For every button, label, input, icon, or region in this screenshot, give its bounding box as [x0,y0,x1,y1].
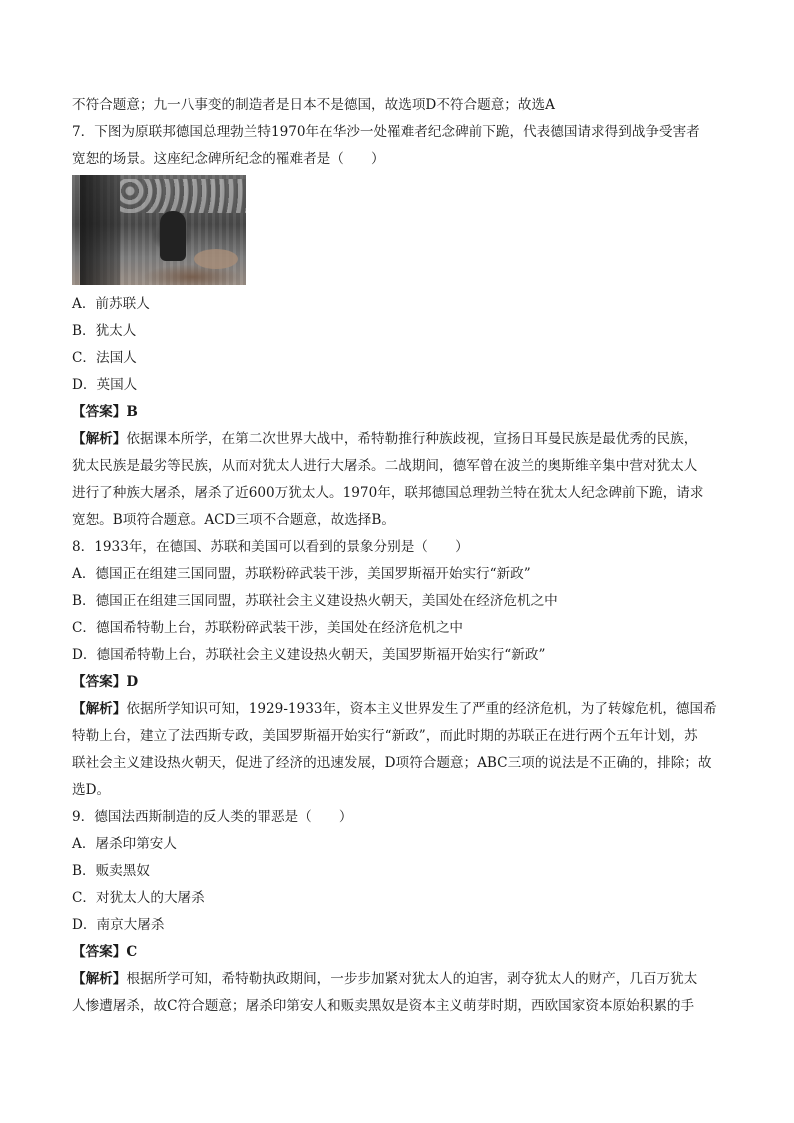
q8-option-a: A．德国正在组建三国同盟，苏联粉碎武装干涉，美国罗斯福开始实行“新政” [72,566,531,582]
q7-option-a: A．前苏联人 [72,296,150,312]
q9-option-c: C．对犹太人的大屠杀 [72,890,205,906]
q8-explanation-2: 特勒上台，建立了法西斯专政，美国罗斯福开始实行“新政”，而此时期的苏联正在进行两个五年计划，苏 [72,728,698,744]
q7-answer: 【答案】B [72,404,138,420]
q7-explanation-1 [72,426,724,453]
question-7-stem-cont: 宽恕的场景。这座纪念碑所纪念的罹难者是（ ） [72,151,385,167]
brandt-kneeling-photo [72,175,246,285]
q9-answer: 【答案】C [72,944,138,960]
question-9-stem: 9．德国法西斯制造的反人类的罪恶是（ ） [72,809,353,825]
explanation-tag: 【解析】 [72,971,127,987]
q7-explanation-3: 进行了种族大屠杀，屠杀了近600万犹太人。1970年，联邦德国总理勃兰特在犹太人纪念碑前下跪，请求 [72,485,704,501]
q9-explanation-2: 人惨遭屠杀，故C符合题意；屠杀印第安人和贩卖黑奴是资本主义萌芽时期，西欧国家资本原始积累的手 [72,998,695,1014]
wreath-shape [194,249,238,269]
shadow-shape [80,175,120,285]
explanation-text: 依据所学知识可知，1929-1933年，资本主义世界发生了严重的经济危机，为了转嫁危机，德国希 [126,701,717,717]
q8-option-c: C．德国希特勒上台，苏联粉碎武装干涉，美国处在经济危机之中 [72,620,464,636]
q7-option-b: B．犹太人 [72,323,137,339]
q8-option-b: B．德国正在组建三国同盟，苏联社会主义建设热火朝天，美国处在经济危机之中 [72,593,558,609]
crowd-shape [120,179,246,213]
document-page [72,92,724,1020]
text-line: 不符合题意；九一八事变的制造者是日本不是德国，故选项D不符合题意；故选A [72,97,555,113]
explanation-text: 根据所学可知，希特勒执政期间，一步步加紧对犹太人的迫害，剥夺犹太人的财产，几百万犹太 [126,971,698,987]
explanation-text: 依据课本所学，在第二次世界大战中，希特勒推行种族歧视，宣扬日耳曼民族是最优秀的民族， [126,431,698,447]
q8-answer: 【答案】D [72,674,139,690]
question-7-stem: 7．下图为原联邦德国总理勃兰特1970年在华沙一处罹难者纪念碑前下跪，代表德国请求得到战争受害者 [72,124,700,140]
kneeling-figure-shape [160,211,186,261]
q9-option-b: B．贩卖黑奴 [72,863,150,879]
q7-explanation-4: 宽恕。B项符合题意。ACD三项不合题意，故选择B。 [72,512,395,528]
q9-option-d: D．南京大屠杀 [72,917,165,933]
q8-explanation-4: 选D。 [72,782,111,798]
q7-option-c: C．法国人 [72,350,137,366]
question-8-stem: 8．1933年，在德国、苏联和美国可以看到的景象分别是（ ） [72,539,469,555]
explanation-tag: 【解析】 [72,431,127,447]
explanation-tag: 【解析】 [72,701,127,717]
q9-option-a: A．屠杀印第安人 [72,836,177,852]
q7-explanation-2: 犹太民族是最劣等民族，从而对犹太人进行大屠杀。二战期间，德军曾在波兰的奥斯维辛集中营对犹太人 [72,458,698,474]
q8-option-d: D．德国希特勒上台，苏联社会主义建设热火朝天，美国罗斯福开始实行“新政” [72,647,546,663]
q9-explanation-1 [72,966,724,993]
q8-explanation-1 [72,696,724,723]
q8-explanation-3: 联社会主义建设热火朝天，促进了经济的迅速发展，D项符合题意；ABC三项的说法是不正确的，排除；故 [72,755,712,771]
q7-option-d: D．英国人 [72,377,138,393]
